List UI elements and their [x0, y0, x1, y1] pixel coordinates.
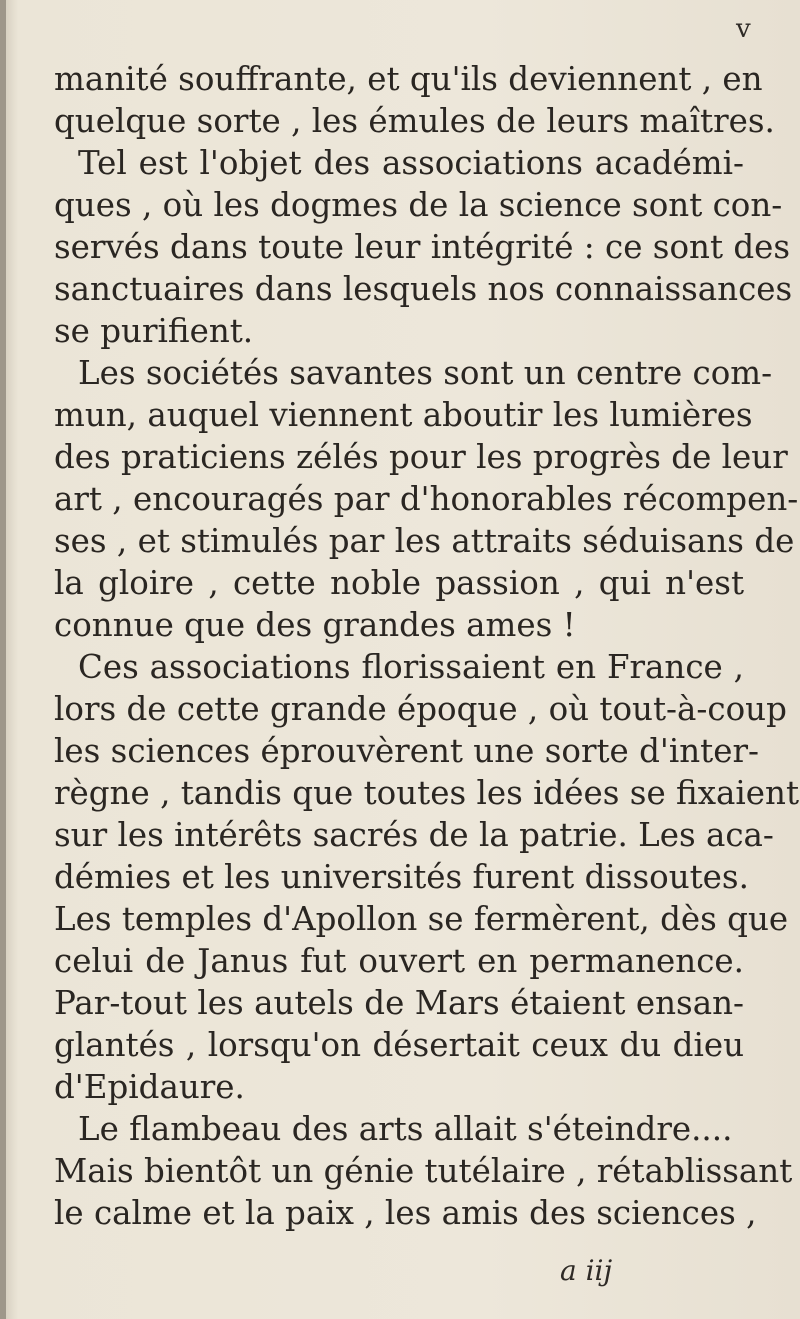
text-line: glantés , lorsqu'on désertait ceux du dieu: [54, 1026, 744, 1064]
text-line: Ces associations florissaient en France ,: [78, 648, 744, 686]
text-line: art , encouragés par d'honorables récompen-: [54, 480, 799, 518]
text-line: mun, auquel viennent aboutir les lumières: [54, 396, 753, 434]
text-line: servés dans toute leur intégrité : ce sont des: [54, 228, 791, 266]
text-line: les sciences éprouvèrent une sorte d'inter-: [54, 732, 759, 770]
page-number: v: [736, 14, 751, 44]
text-line: se purifient.: [54, 312, 254, 350]
text-line: Tel est l'objet des associations académi-: [78, 144, 744, 182]
text-line: d'Epidaure.: [54, 1068, 245, 1106]
text-line: Les temples d'Apollon se fermèrent, dès que: [54, 900, 789, 938]
text-line: Les sociétés savantes sont un centre com-: [78, 354, 773, 392]
text-line: ques , où les dogmes de la science sont con-: [54, 186, 783, 224]
text-line: ses , et stimulés par les attraits séduisans de: [54, 522, 795, 560]
signature-mark: a iij: [560, 1254, 613, 1287]
text-line: des praticiens zélés pour les progrès de leur: [54, 438, 788, 476]
text-line: quelque sorte , les émules de leurs maîtres.: [54, 102, 775, 140]
text-line: sur les intérêts sacrés de la patrie. Les aca-: [54, 816, 774, 854]
text-line: la gloire , cette noble passion , qui n'est: [54, 564, 744, 602]
text-line: le calme et la paix , les amis des sciences ,: [54, 1194, 757, 1232]
spine-shadow: [0, 0, 6, 1319]
text-line: Mais bientôt un génie tutélaire , rétablissant: [54, 1152, 793, 1190]
text-line: Le flambeau des arts allait s'éteindre....: [78, 1110, 733, 1148]
text-line: connue que des grandes ames !: [54, 606, 576, 644]
text-line: sanctuaires dans lesquels nos connaissances: [54, 270, 793, 308]
text-line: manité souffrante, et qu'ils deviennent , en: [54, 60, 763, 98]
text-line: lors de cette grande époque , où tout-à-coup: [54, 690, 787, 728]
text-line: Par-tout les autels de Mars étaient ensan-: [54, 984, 744, 1022]
text-line: démies et les universités furent dissoutes.: [54, 858, 749, 896]
text-line: celui de Janus fut ouvert en permanence.: [54, 942, 744, 980]
text-line: règne , tandis que toutes les idées se fixaient: [54, 774, 800, 812]
